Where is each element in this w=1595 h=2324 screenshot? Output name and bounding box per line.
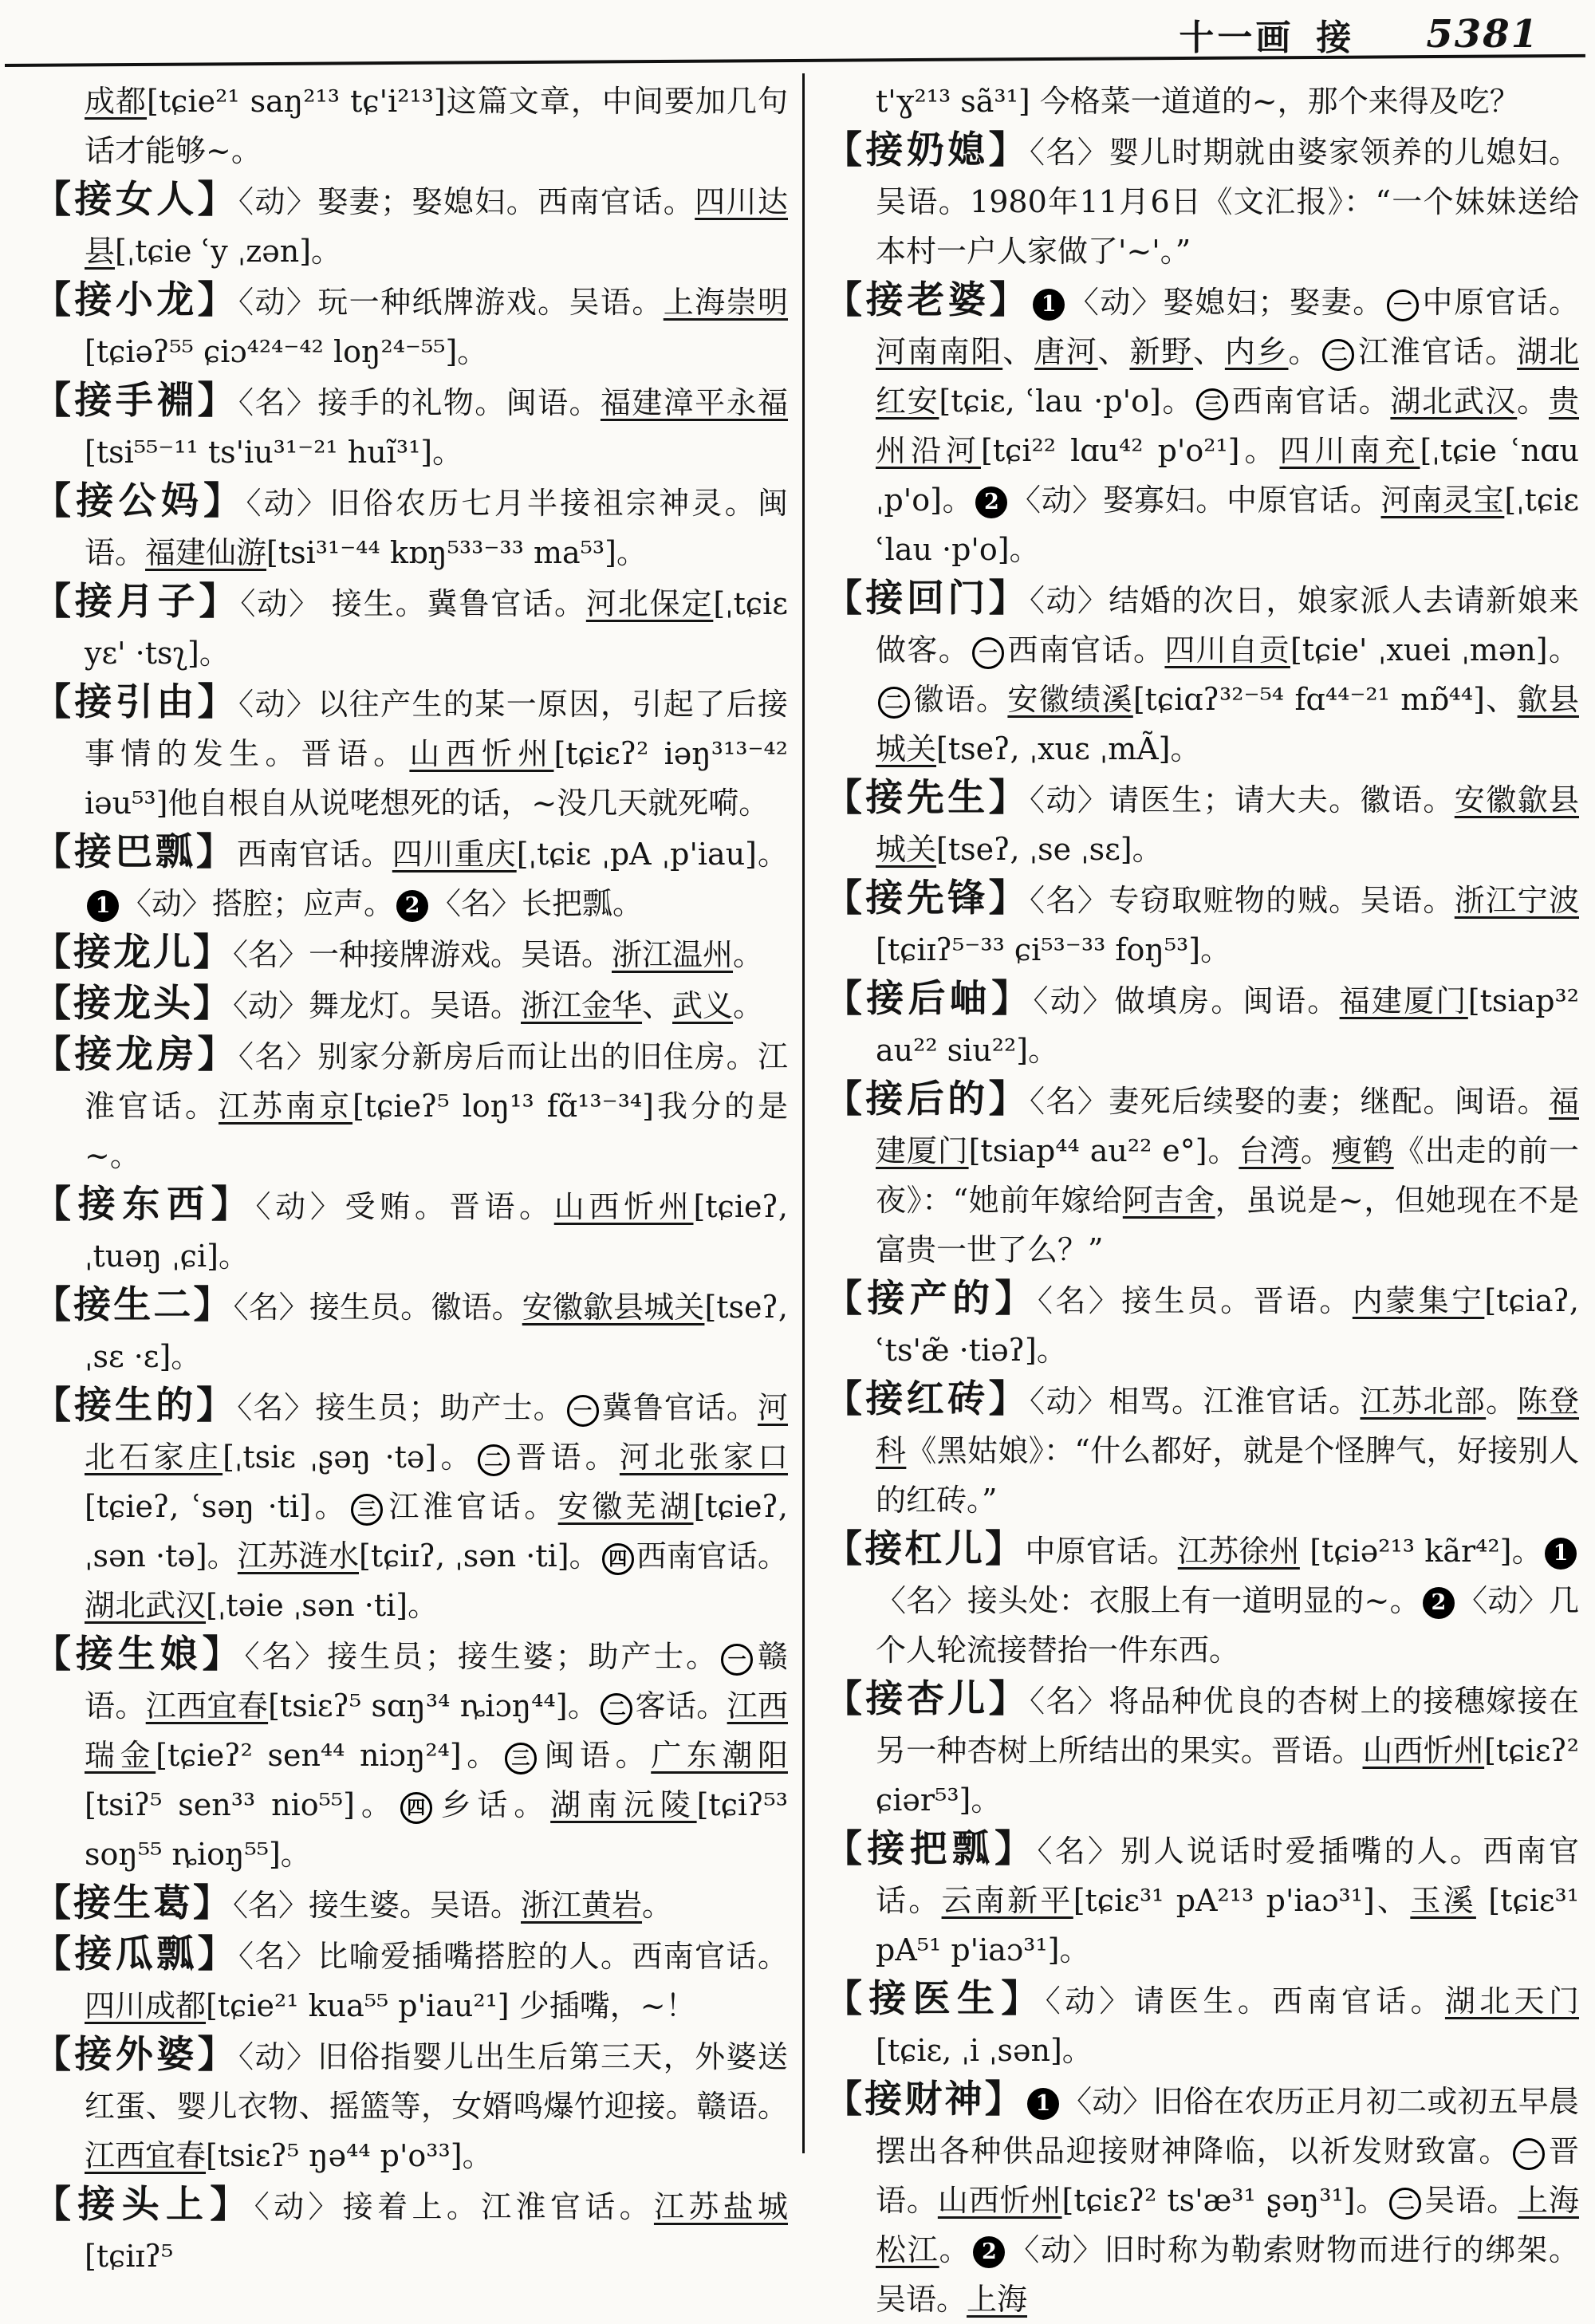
entry-text: 徽语。 [912,682,1008,717]
entry-text: 〈动〉以往产生的某一原因，引起了后接事情的发生。晋语。 [85,687,788,771]
entry-text: [tɕie²¹ saŋ²¹³ tɕ'i²¹³]这篇文章，中间要加几句话才能够~。 [85,84,788,168]
entry-text: 。 [939,2232,971,2267]
entry-text: 〈动〉 接生。冀鲁官话。 [240,586,586,621]
place-name: 台湾 [1239,1133,1302,1168]
dictionary-entry [825,1825,1579,1975]
dictionary-entry [825,2075,1579,2324]
entry-text: [tɕiə²¹³ kãr⁴²]。 [1299,1534,1542,1569]
dictionary-entry [33,1180,788,1281]
entry-text: 〈名〉婴儿时期就由婆家领养的儿媳妇。吴语。1980年11月6日《文汇报》：“一个妹妹送给本村一户人家做了'~'。” [876,135,1579,269]
entry-text: [tɕie²¹ kua⁵⁵ p'iau²¹] 少插嘴，~！ [206,1988,696,2023]
entry-text: t'ɣ²¹³ sã³¹] 今格菜一道道的~，那个来得及吃？ [876,84,1520,119]
entry-headword: 【接财神】 [825,2078,1025,2121]
entry-headword: 【接女人】 [33,178,239,222]
entry-text: 〈名〉妻死后续娶的妻；继配。闽语。 [1030,1084,1549,1119]
entry-text: 客话。 [635,1688,727,1723]
place-name: 湖南沅陵 [550,1787,697,1822]
entry-text: [tsiap³² au²² siu²²]。 [876,983,1579,1068]
dictionary-entry [825,126,1579,276]
entry-headword: 【接生二】 [33,1283,234,1327]
entry-text: 〈名〉接生员；接生婆；助产士。 [244,1639,719,1674]
entry-text: [ˌtɕiɛ ʿlau ·p'o]。 [876,483,1579,567]
entry-text: ，虽说是~，但她现在不是富贵一世了么？” [876,1183,1579,1267]
entry-text: 〈动〉受贿。晋语。 [255,1189,554,1224]
entry-text: [ˌtɕiɛ ˌpA ˌp'iau]。 [516,837,788,872]
entry-text: 〈名〉接手的礼物。闽语。 [238,385,601,420]
stroke-section-label: 十一画 [1179,18,1294,58]
place-name: 瘦鹤 [1331,1133,1394,1168]
entry-text: 〈动〉旧俗指婴儿出生后第三天，外婆送红蛋、婴儿衣物、摇篮等，女婿鸣爆竹迎接。赣语。 [85,2039,788,2124]
place-name: 河南灵宝 [1380,483,1505,518]
subsense-number-circled-icon: 二 [601,1693,632,1725]
entry-text: [tɕiɛ³¹ pA²¹³ p'iaɔ³¹]、 [1073,1883,1411,1918]
entry-text: 闽语。 [538,1738,652,1773]
place-name: 广东潮阳 [651,1738,788,1773]
entry-text: [tɕiəʔ⁵⁵ ɕiɔ⁴²⁴⁻⁴² loŋ²⁴⁻⁵⁵]。 [85,334,488,369]
entry-text: [tseʔ, ˌsɛ ·ɛ]。 [85,1290,788,1374]
entry-text: 〈动〉结婚的次日，娘家派人去请新娘来做客。 [876,583,1579,668]
place-name: 湖北红安 [876,334,1579,419]
entry-headword: 【接手裫】 [33,379,239,423]
entry-text: [tɕiɛʔ² iəŋ³¹³⁻⁴² iəu⁵³]他自根自从说咾想死的话，~没几天就死嗬。 [85,736,788,821]
entry-text: [tɕiɑʔ³²⁻⁵⁴ fɑ⁴⁴⁻²¹ mɒ̃⁴⁴]、 [1132,682,1518,717]
entry-headword: 【接月子】 [33,580,241,624]
dictionary-entry [33,928,788,979]
entry-headword: 【接瓜瓢】 [33,1932,239,1976]
dictionary-entry [33,979,788,1030]
entry-continuation [33,77,788,175]
head-character-label: 接 [1316,18,1355,58]
dictionary-entry [825,276,1579,574]
entry-text: 中原官话。 [1025,1534,1178,1569]
dictionary-entry [825,1075,1579,1274]
entry-text: 、 [1002,334,1035,369]
entry-headword: 【接龙头】 [33,982,233,1026]
entry-text: [tsi³¹⁻⁴⁴ kɒŋ⁵³³⁻³³ ma⁵³]。 [266,535,647,570]
place-name: 浙江金华 [521,988,643,1023]
dictionary-entry [825,1274,1579,1375]
entry-text: 〈动〉娶妻；娶媳妇。西南官话。 [238,184,695,219]
place-name: 武义 [672,988,734,1023]
subsense-number-circled-icon: 二 [878,687,910,719]
entry-text: [tɕiɛ, ˌi ˌsən]。 [876,2033,1093,2068]
entry-text: 〈动〉娶媳妇；娶妻。 [1067,285,1384,320]
entry-text: [tɕieʔ, ˌsən ·tə]。 [85,1489,788,1574]
entry-text: 、 [1193,334,1225,369]
dictionary-entry [33,276,788,376]
entry-text: 〈动〉舞龙灯。吴语。 [233,988,522,1023]
dictionary-entry [33,1930,788,2031]
entry-text: 《出走的前一夜》：“她前年嫁给 [876,1133,1579,1218]
place-name: 山西忻州 [937,2183,1062,2218]
entry-headword: 【接红砖】 [825,1377,1030,1421]
entry-text: 。 [1517,384,1549,419]
place-name: 上海松江 [876,2183,1579,2267]
dictionary-entry [33,1030,788,1180]
place-name: 浙江宁波 [1454,883,1579,918]
sense-number-filled-icon: 1 [1027,2088,1059,2120]
place-name: 内蒙集宁 [1352,1283,1485,1318]
place-name: 江苏涟水 [237,1538,359,1574]
dictionary-entry [825,774,1579,874]
dictionary-entry [33,828,788,928]
subsense-number-circled-icon: 一 [567,1395,599,1427]
subsense-number-circled-icon: 三 [1196,388,1228,420]
place-name: 湖北武汉 [1390,384,1518,419]
entry-text: 〈动〉旧时称为勒索财物而进行的绑架。吴语。 [876,2232,1579,2317]
subsense-number-circled-icon: 四 [400,1792,432,1824]
entry-text: 、 [1097,334,1130,369]
place-name: 河北张家口 [619,1440,788,1475]
entry-text: 西南官话。 [636,1538,788,1574]
entry-headword: 【接先锋】 [825,876,1030,920]
entry-text: 。 [1301,1133,1332,1168]
entry-text: 〈动〉相骂。江淮官话。 [1030,1384,1361,1419]
entry-text: 中原官话。 [1420,285,1579,320]
entry-text: [tɕieʔ⁵ loŋ¹³ fɑ̃¹³⁻³⁴]我分的是~。 [85,1089,788,1173]
dictionary-entry [825,574,1579,774]
entry-headword: 【接小龙】 [33,278,239,322]
entry-headword: 【接后的】 [825,1077,1030,1121]
entry-text: 西南官话。 [1231,384,1391,419]
dictionary-entry [33,577,788,678]
entry-headword: 【接引由】 [33,680,239,724]
entry-headword: 【接把瓢】 [825,1827,1038,1871]
entry-text: 、 [642,988,673,1023]
entry-text: 〈名〉接头处：衣服上有一道明显的~。 [876,1583,1420,1618]
entry-text: [tɕieʔ² sen⁴⁴ niɔŋ²⁴]。 [156,1738,502,1773]
entry-text: [tɕiɛ, ʿlau ·p'o]。 [939,384,1195,419]
entry-text: 〈名〉别家分新房后而让出的旧住房。江淮官话。 [85,1039,788,1124]
page-number: 5381 [1426,12,1539,57]
entry-text: [tseʔ, ˌxuɛ ˌmÃ]。 [936,731,1201,766]
place-name: 福建厦门 [876,1084,1579,1168]
sense-number-filled-icon: 2 [1423,1587,1455,1619]
entry-text: 。 [733,937,764,972]
entry-text: [tsiɛʔ⁵ sɑŋ³⁴ ȵiɔŋ⁴⁴]。 [268,1688,599,1723]
subsense-number-circled-icon: 二 [1389,2188,1421,2220]
dictionary-entry [825,1975,1579,2075]
entry-text: 。 [1486,1384,1518,1419]
place-name: 四川重庆 [392,837,517,872]
place-name: 新野 [1129,334,1194,369]
place-name: 四川达县 [85,184,788,269]
entry-headword: 【接龙房】 [33,1033,239,1077]
entry-text: 吴语。 [1424,2183,1518,2218]
place-name: 四川南充 [1279,433,1420,468]
entry-text: 冀鲁官话。 [601,1390,758,1425]
place-name: 阿吉舍 [1122,1183,1215,1218]
place-name: 安徽歙县城关 [522,1290,705,1325]
place-name: 玉溪 [1410,1883,1476,1918]
entry-text: [ˌtɕiɛ yɛ' ·tsʅ]。 [85,586,788,671]
entry-text: 赣语。 [85,1639,788,1723]
entry-text: [tɕieʔ, ʿsəŋ ·ti]。 [85,1489,349,1524]
entry-headword: 【接奶媳】 [825,128,1030,172]
place-name: 山西忻州 [409,736,554,771]
subsense-number-circled-icon: 一 [1387,290,1419,321]
place-name: 四川成都 [85,1988,207,2023]
entry-text: 乡话。 [434,1787,551,1822]
subsense-number-circled-icon: 四 [602,1543,634,1575]
entry-text: [tsiap⁴⁴ au²² e°]。 [968,1133,1239,1168]
place-name: 山西忻州 [1362,1733,1485,1768]
subsense-number-circled-icon: 一 [972,637,1004,669]
entry-text: 江淮官话。 [1357,334,1518,369]
dictionary-entry [825,1375,1579,1525]
entry-text: 江淮官话。 [384,1489,558,1524]
entry-text: 晋语。 [511,1440,620,1475]
dictionary-entry [33,2180,788,2281]
place-name: 安徽绩溪 [1007,682,1133,717]
entry-text: 〈动〉请医生。西南官话。 [1045,1983,1445,2019]
place-name: 河北保定 [585,586,714,621]
entry-text: [tɕiɛʔ² ɕiər⁵³]。 [876,1733,1579,1818]
entry-headword: 【接老婆】 [825,278,1031,322]
entry-text: [tɕiaʔ, ʿts'æ̃ ·tiəʔ]。 [876,1283,1579,1368]
entry-text: 〈动〉娶寡妇。中原官话。 [1010,483,1381,518]
subsense-number-circled-icon: 二 [1322,339,1354,371]
subsense-number-circled-icon: 一 [1513,2138,1545,2170]
entry-text: [tɕiɪʔ, ˌsən ·ti]。 [359,1538,600,1574]
dictionary-entry [33,1381,788,1630]
place-name: 江西宜春 [145,1688,269,1723]
entry-text: [ˌtəie ˌsən ·ti]。 [206,1588,439,1623]
entry-text: 〈名〉将品种优良的杏树上的接穗嫁接在另一种杏树上所结出的果实。晋语。 [876,1684,1579,1768]
entry-text: 〈动〉做填房。闽语。 [1033,983,1340,1018]
place-name: 云南新平 [941,1883,1073,1918]
place-name: 上海 [967,2282,1028,2317]
entry-text: [ˌtɕie ʿy ˌzən]。 [115,234,342,269]
place-name: 江苏徐州 [1177,1534,1300,1569]
sense-number-filled-icon: 2 [973,2236,1005,2268]
dictionary-entry [33,477,788,577]
dictionary-entry [825,975,1579,1075]
place-name: 河南南阳 [876,334,1003,369]
entry-text: [tsiɛʔ⁵ ŋə⁴⁴ p'o³³]。 [206,2138,493,2173]
entry-text: 。 [642,1888,673,1923]
place-name: 福建厦门 [1339,983,1468,1018]
dictionary-entry [825,1525,1579,1675]
right-column [825,77,1579,2324]
place-name: 歙县城关 [876,682,1579,766]
entry-text: 〈名〉接生员。徽语。 [233,1290,522,1325]
place-name: 湖北天门 [1444,1983,1579,2019]
dictionary-entry [33,175,788,276]
entry-text: 〈动〉旧俗农历七月半接祖宗神灵。闽语。 [85,486,788,570]
entry-headword: 【接产的】 [825,1277,1038,1321]
entry-headword: 【接生的】 [33,1384,238,1428]
subsense-number-circled-icon: 二 [478,1444,510,1476]
place-name: 江苏盐城 [653,2189,788,2224]
entry-text: [tɕieʔ, ˌtuəŋ ˌɕi]。 [85,1189,788,1274]
dictionary-entry [825,874,1579,975]
entry-text: [tɕiɛʔ² ts'æ³¹ ʂəŋ³¹]。 [1061,2183,1388,2218]
entry-text: [tsi⁵⁵⁻¹¹ ts'iu³¹⁻²¹ huĩ³¹]。 [85,435,463,470]
place-name: 内乡 [1224,334,1289,369]
entry-text: 《黑姑娘》：“什么都好，就是个怪脾气，好接别人的红砖。” [876,1433,1579,1518]
entry-headword: 【接龙儿】 [33,931,233,975]
sense-number-filled-icon: 1 [1545,1538,1577,1570]
place-name: 江苏北部 [1360,1384,1487,1419]
entry-text: [tɕiɛ³¹ pA⁵¹ p'iaɔ³¹]。 [876,1883,1579,1968]
place-name: 江西瑞金 [85,1688,788,1773]
sense-number-filled-icon: 1 [87,890,119,922]
place-name: 安徽歙县城关 [876,782,1579,867]
place-name: 唐河 [1034,334,1098,369]
entry-text: [tɕiɪʔ⁵⁻³³ ɕi⁵³⁻³³ foŋ⁵³]。 [876,932,1231,967]
entry-headword: 【接杏儿】 [825,1677,1030,1721]
entry-text: 〈动〉旧俗在农历正月初二或初五早晨摆出各种供品迎接财神降临，以祈发财致富。 [876,2084,1579,2168]
dictionary-entry [33,1630,788,1879]
entry-text: 〈名〉比喻爱插嘴搭腔的人。西南官话。 [238,1939,788,1974]
entry-text: 西南官话。 [236,837,392,872]
place-name: 江苏南京 [219,1089,353,1124]
sense-number-filled-icon: 2 [975,486,1007,518]
entry-text: 〈动〉玩一种纸牌游戏。吴语。 [238,285,664,320]
place-name: 浙江黄岩 [521,1888,643,1923]
place-name: 四川自贡 [1164,632,1290,668]
entry-text: [tɕiɪʔ⁵ [85,2239,174,2274]
dictionary-entry [33,1281,788,1381]
entry-text: 〈名〉别人说话时爱插嘴的人。西南官话。 [876,1834,1579,1918]
entry-headword: 【接东西】 [33,1183,256,1227]
entry-headword: 【接头上】 [33,2183,254,2227]
entry-headword: 【接生娘】 [33,1633,245,1676]
subsense-number-circled-icon: 三 [351,1494,383,1526]
dictionary-entry [825,1675,1579,1825]
entry-text: [tɕiʔ⁵³ soŋ⁵⁵ ȵioŋ⁵⁵]。 [85,1787,788,1872]
entry-text: [tsiʔ⁵ sen³³ nio⁵⁵]。 [85,1787,398,1822]
place-name: 江西宜春 [85,2138,207,2173]
entry-headword: 【接杠儿】 [825,1527,1026,1571]
entry-text: 〈名〉一种接牌游戏。吴语。 [233,937,612,972]
place-name: 河北石家庄 [85,1390,788,1475]
entry-headword: 【接先生】 [825,776,1030,820]
entry-text: [tɕie' ˌxuei ˌmən]。 [1290,632,1579,668]
entry-text: 〈名〉接生员。晋语。 [1037,1283,1353,1318]
entry-headword: 【接外婆】 [33,2033,239,2077]
entry-headword: 【接后岫】 [825,977,1034,1021]
entry-text: 〈名〉专窃取赃物的贼。吴语。 [1030,883,1455,918]
entry-text: 。 [733,988,764,1023]
entry-text: 西南官话。 [1006,632,1165,668]
place-name: 湖北武汉 [85,1588,207,1623]
sense-number-filled-icon: 2 [396,890,428,922]
entry-headword: 【接生葛】 [33,1881,233,1925]
dictionary-entry [33,678,788,828]
entry-text: 〈动〉接着上。江淮官话。 [254,2189,654,2224]
page-header [0,6,1563,62]
entry-text: 〈名〉接生婆。吴语。 [233,1888,522,1923]
entry-text: 〈名〉长把瓢。 [431,886,644,921]
entry-text: 晋语。 [876,2133,1579,2218]
entry-text: 〈动〉请医生；请大夫。徽语。 [1030,782,1455,817]
place-name: 贵州沿河 [876,384,1579,468]
place-name: 浙江温州 [612,937,734,972]
left-column [33,77,788,2281]
sense-number-filled-icon: 1 [1033,289,1065,321]
entry-continuation [825,77,1579,126]
dictionary-entry [33,1879,788,1930]
subsense-number-circled-icon: 三 [505,1743,537,1775]
place-name: 安徽芜湖 [557,1489,694,1524]
entry-text: [ˌtɕie ʿnɑu ˌp'o]。 [876,433,1579,518]
entry-text: 。 [1288,334,1321,369]
place-name: 福建漳平永福 [600,385,788,420]
place-name: 上海崇明 [663,285,788,320]
entry-headword: 【接医生】 [825,1977,1046,2021]
place-name: 陈登科 [876,1384,1579,1468]
entry-headword: 【接公妈】 [33,479,246,523]
entry-text: 〈动〉搭腔；应声。 [121,886,395,921]
column-divider [802,73,805,2153]
subsense-number-circled-icon: 一 [721,1644,753,1676]
dictionary-entry [33,376,788,477]
entry-headword: 【接回门】 [825,577,1030,620]
place-name: 山西忻州 [553,1189,694,1224]
place-name: 成都 [85,84,148,119]
dictionary-entry [33,2031,788,2180]
entry-text: [ˌtsiɛ ˌʂəŋ ·tə]。 [223,1440,475,1475]
entry-headword: 【接巴瓢】 [33,830,237,874]
entry-text: 〈名〉接生员；助产士。 [237,1390,565,1425]
place-name: 福建仙游 [145,535,267,570]
entry-text: [tseʔ, ˌse ˌsɛ]。 [936,832,1163,867]
entry-text: 〈动〉几个人轮流接替抬一件东西。 [876,1583,1579,1668]
entry-text: [tɕi²² lɑu⁴² p'o²¹]。 [981,433,1280,468]
